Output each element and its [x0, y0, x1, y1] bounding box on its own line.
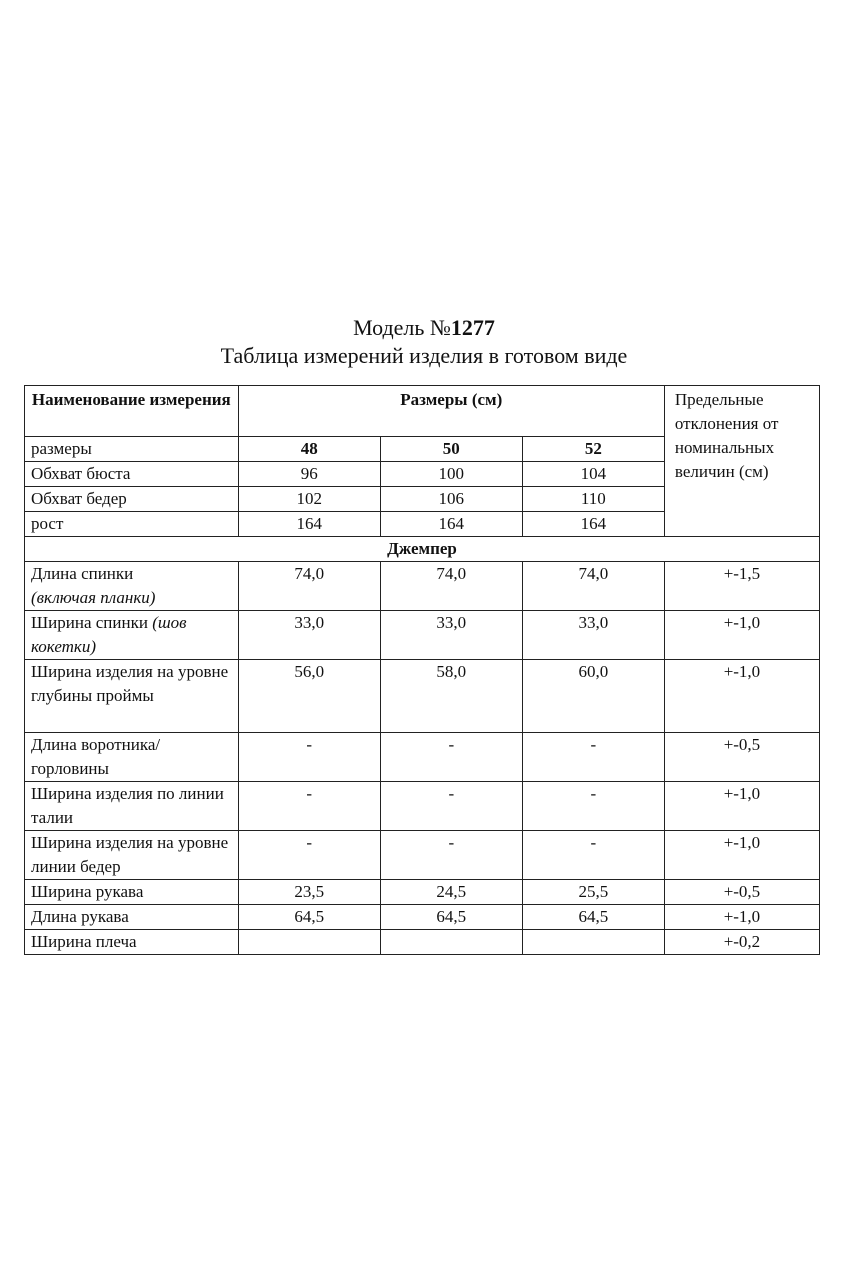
value-cell: 23,5: [238, 880, 380, 905]
value-cell: 164: [380, 512, 522, 537]
value-cell: 33,0: [522, 611, 664, 660]
value-cell: -: [238, 831, 380, 880]
table-row: [25, 831, 820, 880]
value-cell: -: [380, 831, 522, 880]
table-row: [25, 562, 820, 611]
row-label: [25, 611, 239, 660]
section-row: [25, 537, 820, 562]
tolerance-cell: +-1,0: [664, 831, 819, 880]
value-cell: [522, 930, 664, 955]
header-measurement-name: Наименование измерения: [25, 386, 239, 437]
header-sizes: Размеры (см): [238, 386, 664, 437]
value-cell: -: [238, 782, 380, 831]
value-cell: 64,5: [238, 905, 380, 930]
row-label-text: Ширина спинки: [31, 613, 148, 632]
size-cell: 52: [522, 437, 664, 462]
table-row: [25, 782, 820, 831]
measurement-table: [24, 385, 820, 955]
model-prefix: Модель №: [353, 315, 451, 340]
value-cell: -: [522, 782, 664, 831]
row-label: Длина воротника/горловины: [25, 733, 239, 782]
size-cell: 50: [380, 437, 522, 462]
tolerance-cell: +-0,2: [664, 930, 819, 955]
value-cell: 64,5: [380, 905, 522, 930]
value-cell: 33,0: [380, 611, 522, 660]
value-cell: 74,0: [238, 562, 380, 611]
value-cell: 56,0: [238, 660, 380, 733]
row-label: [25, 562, 239, 611]
table-header-row: [25, 386, 820, 437]
value-cell: -: [380, 733, 522, 782]
value-cell: 74,0: [380, 562, 522, 611]
value-cell: 106: [380, 487, 522, 512]
value-cell: 24,5: [380, 880, 522, 905]
tolerance-cell: +-0,5: [664, 880, 819, 905]
value-cell: -: [522, 831, 664, 880]
value-cell: 104: [522, 462, 664, 487]
tolerance-cell: +-1,0: [664, 905, 819, 930]
row-note: (шов кокетки): [31, 613, 187, 656]
row-label-text: Длина спинки: [31, 564, 134, 583]
row-label: размеры: [25, 437, 239, 462]
table-row: [25, 733, 820, 782]
value-cell: 74,0: [522, 562, 664, 611]
table-row: [25, 880, 820, 905]
model-title: [0, 314, 848, 342]
row-label: Ширина изделия по линии талии: [25, 782, 239, 831]
value-cell: 96: [238, 462, 380, 487]
model-number: 1277: [450, 315, 495, 340]
value-cell: [380, 930, 522, 955]
value-cell: 58,0: [380, 660, 522, 733]
value-cell: -: [522, 733, 664, 782]
row-label: Ширина изделия на уровне линии бедер: [25, 831, 239, 880]
value-cell: 64,5: [522, 905, 664, 930]
tolerance-cell: +-1,0: [664, 660, 819, 733]
row-label: Ширина изделия на уровне глубины проймы: [25, 660, 239, 733]
value-cell: 164: [522, 512, 664, 537]
tolerance-cell: +-1,0: [664, 611, 819, 660]
table-row: [25, 930, 820, 955]
row-label: Ширина плеча: [25, 930, 239, 955]
row-label: рост: [25, 512, 239, 537]
value-cell: [238, 930, 380, 955]
section-title: Джемпер: [25, 537, 820, 562]
value-cell: 100: [380, 462, 522, 487]
row-label: Обхват бедер: [25, 487, 239, 512]
table-row: [25, 660, 820, 733]
table-subtitle: Таблица измерений изделия в готовом виде: [220, 343, 628, 368]
table-row: [25, 611, 820, 660]
document-title: [0, 314, 848, 370]
tolerance-cell: +-0,5: [664, 733, 819, 782]
tolerance-cell: +-1,5: [664, 562, 819, 611]
table-row: [25, 905, 820, 930]
value-cell: 102: [238, 487, 380, 512]
tolerance-cell: +-1,0: [664, 782, 819, 831]
value-cell: 33,0: [238, 611, 380, 660]
row-note: (включая планки): [31, 588, 156, 607]
value-cell: -: [238, 733, 380, 782]
value-cell: 25,5: [522, 880, 664, 905]
value-cell: 110: [522, 487, 664, 512]
value-cell: 164: [238, 512, 380, 537]
row-label: Длина рукава: [25, 905, 239, 930]
value-cell: -: [380, 782, 522, 831]
row-label: Ширина рукава: [25, 880, 239, 905]
row-label: Обхват бюста: [25, 462, 239, 487]
header-tolerance: Предельные отклонения от номинальных величин (см): [664, 386, 819, 537]
value-cell: 60,0: [522, 660, 664, 733]
size-cell: 48: [238, 437, 380, 462]
